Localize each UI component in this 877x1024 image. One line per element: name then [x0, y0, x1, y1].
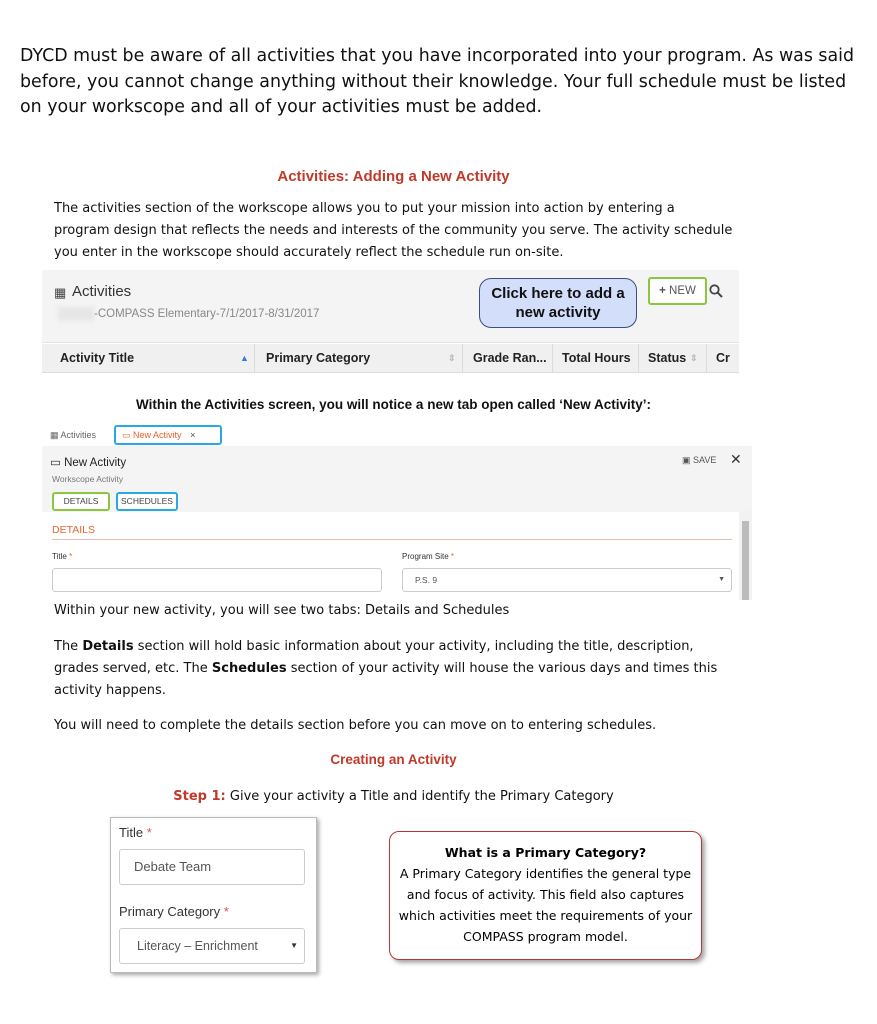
plus-icon: +: [659, 285, 666, 297]
sort-icon: ⇕: [448, 353, 456, 363]
complete-details-paragraph: You will need to complete the details section before you can move on to entering schedules.: [54, 718, 657, 733]
chevron-down-icon: ▼: [290, 941, 298, 950]
col-status[interactable]: Status: [648, 351, 687, 365]
new-activity-button[interactable]: + NEW: [648, 277, 707, 305]
activities-intro-paragraph: The activities section of the workscope allows you to put your mission into action by entering a program design that reflects the needs and interests of the community you serve. The activity schedule you enter in the workscope should accurately reflect the schedule run on-site.: [54, 201, 733, 260]
primary-category-info-box: [389, 831, 702, 960]
sort-icon: ⇕: [690, 353, 698, 363]
new-activity-header: [42, 446, 752, 512]
activities-subtitle: -COMPASS Elementary-7/1/2017-8/31/2017: [94, 308, 320, 320]
tab-details[interactable]: DETAILS: [52, 492, 110, 511]
two-tabs-paragraph: Within your new activity, you will see two tabs: Details and Schedules: [54, 603, 510, 618]
details-paragraph: The Details section will hold basic information about your activity, including the title, description, grades served, etc. The Schedules section of your activity will house the various days and times this activity happens.: [54, 639, 718, 698]
grid-icon: ▦: [54, 285, 67, 300]
col-primary-category[interactable]: Primary Category: [266, 351, 371, 365]
section-heading-creating: Creating an Activity: [330, 752, 457, 767]
close-icon[interactable]: ✕: [730, 451, 742, 467]
redacted-name: [58, 307, 94, 321]
new-activity-screenshot: [42, 423, 752, 600]
calendar-icon: ▭: [122, 430, 131, 440]
activities-title: Activities: [72, 283, 132, 300]
new-activity-title: ▭ New Activity: [50, 457, 127, 469]
scrollbar[interactable]: [739, 511, 752, 600]
info-box-heading: What is a Primary Category?: [444, 845, 647, 860]
intro-paragraph: DYCD must be aware of all activities that you have incorporated into your program. As was said before, you cannot change anything without their knowledge. Your full schedule must be listed on your workscope and all of your activities must be added.: [20, 46, 855, 117]
add-activity-callout: Click here to add a new activity: [479, 278, 637, 328]
example-form: [110, 817, 317, 973]
sort-asc-icon: ▲: [240, 353, 249, 363]
info-box-text: A Primary Category identifies the general type and focus of activity. This field also captures which activities meet the requirements of your COMPASS program model.: [398, 866, 693, 944]
chevron-down-icon: ▼: [718, 576, 725, 583]
calendar-icon: ▭: [50, 457, 61, 469]
col-activity-title[interactable]: Activity Title: [60, 351, 135, 365]
step1-text: Step 1: Give your activity a Title and identify the Primary Category: [173, 789, 614, 804]
title-input[interactable]: [52, 568, 382, 592]
col-total-hours[interactable]: Total Hours: [562, 351, 631, 365]
form-category-label: Primary Category *: [119, 904, 229, 919]
form-title-label: Title *: [119, 825, 152, 840]
col-cr[interactable]: Cr: [716, 351, 730, 365]
form-category-select[interactable]: Literacy – Enrichment ▼: [119, 928, 305, 964]
close-tab-icon[interactable]: ×: [190, 430, 196, 440]
program-site-label: Program Site *: [402, 552, 455, 561]
form-title-input[interactable]: Debate Team: [119, 849, 305, 885]
new-activity-subtitle: Workscope Activity: [52, 474, 124, 484]
section-heading-activities: Activities: Adding a New Activity: [277, 168, 510, 185]
tab-new-activity[interactable]: ▭ New Activity ×: [114, 425, 222, 445]
details-section-label: DETAILS: [52, 524, 95, 536]
save-button[interactable]: ▣ SAVE: [682, 455, 717, 465]
activities-screenshot: [42, 270, 739, 394]
tab-schedules[interactable]: SCHEDULES: [116, 492, 178, 511]
search-icon[interactable]: [709, 284, 723, 298]
save-icon: ▣: [682, 455, 691, 465]
title-label: Title *: [52, 552, 73, 561]
tab-activities[interactable]: ▦ Activities: [50, 430, 97, 440]
program-site-select[interactable]: P.S. 9 ▼: [402, 568, 732, 592]
activities-header: [42, 270, 739, 343]
new-tab-caption: Within the Activities screen, you will notice a new tab open called ‘New Activity’:: [136, 397, 651, 412]
col-grade-range[interactable]: Grade Ran...: [473, 351, 547, 365]
activities-table-header: [42, 344, 739, 373]
